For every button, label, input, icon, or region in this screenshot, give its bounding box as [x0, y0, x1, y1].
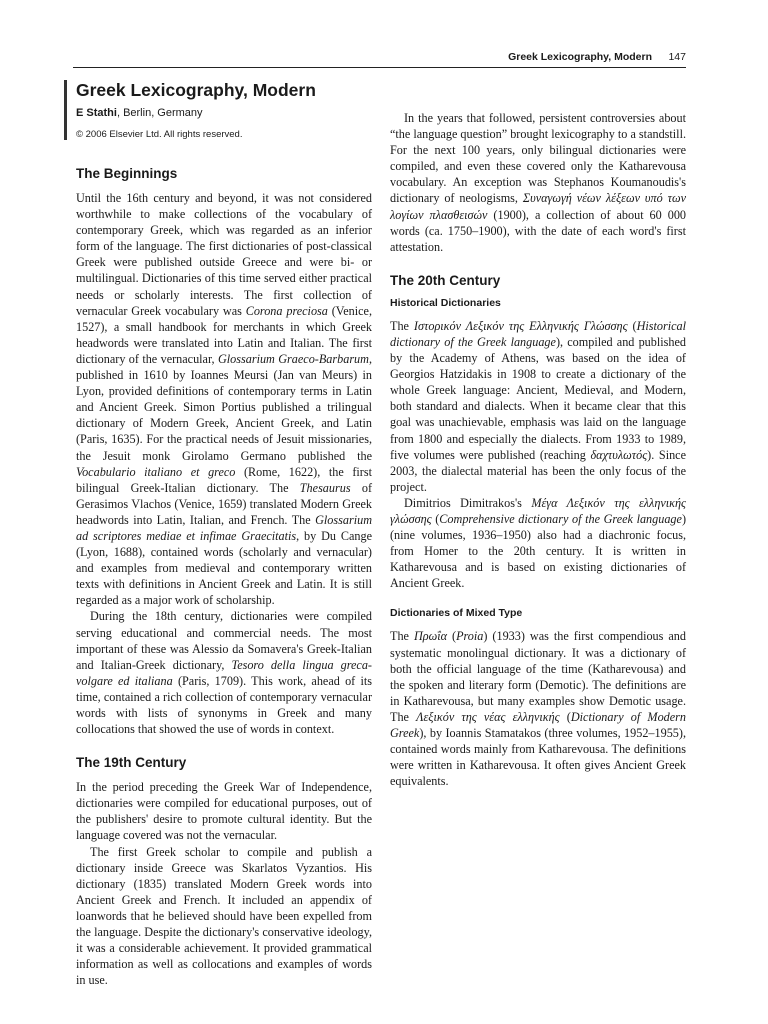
section-heading-beginnings: The Beginnings	[76, 166, 178, 181]
paragraph: The Ιστορικόν Λεξικόν της Ελληνικής Γλώσσης (Historical dictionary of the Greek language), compiled and published by the Academy of Athens, was based on the idea of Georgios Hatzidakis in 1908 to create a dictionary of the whole Greek language: Ancient, Medieval, and Modern, both standard and dialects. When it became clear that this goal was unachievable, emphasis was laid on the language from 1800 and especially the dialects. From 1933 to 1989, five volumes were published (reaching δαχτυλωτός). Since 2003, the dialectal material has been the only focus of the project.	[390, 318, 687, 494]
article-title: Greek Lexicography, Modern	[76, 80, 316, 100]
paragraph: In the period preceding the Greek War of Independence, dictionaries were compiled for educational purposes, out of the publishers' desire to promote cultural identity. But the language covered was not the vernacular.	[76, 780, 372, 843]
running-head	[73, 47, 686, 68]
paragraph: The first Greek scholar to compile and publish a dictionary inside Greece was Skarlatos Vyzantios. His dictionary (1835) translated Modern Greek words into Ancient Greek and French. It included an appendix of loanwords that he believed should have been expelled from the language. Despite the dictionary's conservative ideology, it was a considerable achievement. It provided grammatical information as well as collocations and examples of words in use.	[76, 844, 372, 988]
right-column	[390, 110, 686, 789]
author-line	[76, 107, 372, 119]
page-number: 147	[668, 51, 686, 63]
author-name: E Stathi	[76, 107, 117, 119]
subsection-heading-mixed-type: Dictionaries of Mixed Type	[390, 607, 523, 620]
left-column	[76, 80, 372, 988]
paragraph: Until the 16th century and beyond, it was not considered worthwhile to make collections of the vocabulary of contemporary Greek, which was regarded as an inferior form of the language. The first dictionaries of post-classical Greek were published outside Greece and were bi- or multilingual. Dictionaries of this time served either practical needs or scholarly interests. The first collection of vernacular Greek vocabulary was Corona preciosa (Venice, 1527), a small handbook for merchants in which Greek headwords were translated into Latin and Italian. The first dictionary of the vernacular, Glossarium Graeco-Barbarum, published in 1610 by Ioannes Meursi (Jan van Meurs) in Lyon, provided definitions of contemporary terms in Latin and Ancient Greek. Simon Portius published a trilingual dictionary of Modern Greek, Ancient Greek, and Latin (Paris, 1635). For the practical needs of Jesuit missionaries, the Jesuit monk Girolamo Germano published the Vocabulario italiano et greco (Rome, 1622), the first bilingual Greek-Italian dictionary. The Thesaurus of Gerasimos Vlachos (Venice, 1659) translated Modern Greek headwords into Latin, Italian, and French. The Glossarium ad scriptores mediae et infimae Graecitatis, by Du Cange (Lyon, 1688), contained words (scholarly and vernacular) and examples from medieval and contemporary written texts with definitions in Ancient Greek and Latin. It is still regarded as a major work of scholarship.	[76, 191, 373, 608]
copyright-notice: © 2006 Elsevier Ltd. All rights reserved.	[76, 129, 243, 140]
paragraph: In the years that followed, persistent controversies about “the language question” brought lexicography to a standstill. For the next 100 years, only bilingual dictionaries were compiled, and even these covered only the Katharevousa vocabulary. An exception was Stephanos Koumanoudis's dictionary of neologisms, Συναγωγή νέων λέξεων υπό των λογίων πλασθεισών (1900), a collection of about 60 000 words (ca. 1750–1900), with the date of each word's first attestation.	[390, 111, 687, 254]
author-affiliation: , Berlin, Germany	[116, 107, 203, 119]
paragraph: The Πρωΐα (Proia) (1933) was the first compendious and systematic monolingual dictionary. It was a dictionary of both the official language of the time (Katharevousa) and the spoken and literary form (Demotic). The definitions are in Katharevousa, but many examples show Demotic usage. The Λεξικόν της νέας ελληνικής (Dictionary of Modern Greek), by Ioannis Stamatakos (three volumes, 1952–1955), contained words mainly from Katharevousa. The definitions were written in Katharevousa. It often gives Ancient Greek equivalents.	[390, 629, 687, 789]
section-heading-19th-century: The 19th Century	[76, 755, 187, 771]
paragraph: During the 18th century, dictionaries were compiled serving educational and commercial needs. The most important of these was Alessio da Somavera's Greek-Italian and Italian-Greek dictionary, Tesoro della lingua greca-volgare ed italiana (Paris, 1709). This work, ahead of its time, contained a rich collection of contemporary vernacular words with lists of synonyms in Greek and many collocations that showed the use of words in context.	[76, 609, 373, 737]
paragraph: Dimitrios Dimitrakos's Μέγα Λεξικόν της ελληνικής γλώσσης (Comprehensive dictionary of the Greek language) (nine volumes, 1936–1950) also had a diachronic focus, from Homer to the 20th century. It is written in Katharevousa and is based on existing dictionaries of Ancient Greek.	[390, 495, 687, 591]
running-head-title: Greek Lexicography, Modern	[508, 51, 652, 63]
section-heading-20th-century: The 20th Century	[390, 272, 501, 288]
article-header	[64, 80, 372, 140]
subsection-heading-historical: Historical Dictionaries	[390, 296, 501, 309]
